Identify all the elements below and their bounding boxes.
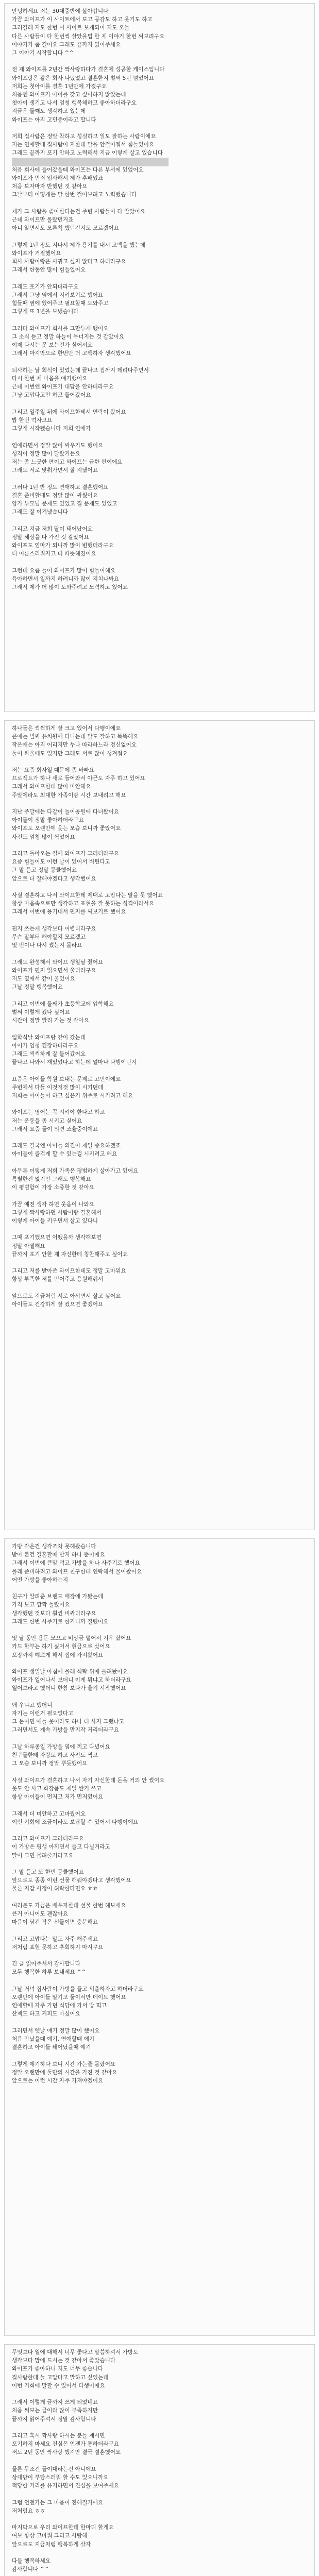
post-text-1: 안녕하세요 저는 30대중반에 살아갑니다 가끔 와이프가 이 사이트에서 보고 공감도 하고 웃기도 하고 그러길래 저도 한번 이 사이트 보게되어 저도 오늘 다른 사람들이 다 한번씩 살았을법 한 제 이야기 한번 써보려구요 이야기가 좀 길어요 그래도 끝까지 읽어주세요 그 이야기 시작합니다 ^^ 전 제 와이프를 2년간 짝사랑하다가 결혼에 성공한 케이스입니다 와이프랑은 같은 회사 다녔었고 결혼한지 벌써 5년 넘었어요 저희는 첫아이를 결혼 1년만에 가졌구요 처음엔 와이프가 아이를 갖고 싶어하지 않았는데 첫아이 생기고 나서 엄청 행복해하고 좋아하더라구요 지금은 둘째도 생각하고 있는데 와이프는 아직 고민중이라고 합니다 저희 집사람은 정말 착하고 성실하고 일도 잘하는 사람이에요 저는 연애할때 집사람이 저한테 말을 안걸어줘서 힘들었어요 그래도 끝까지 포기 안하고 노력해서 지금 이렇게 살고 있습니다 처음 회사에 들어갔을때 와이프는 다른 부서에 있었어요 와이프가 먼저 입사해서 제가 후배였죠 처음 보자마자 반했던 것 같아요 그날부터 어떻게든 말 한번 걸어보려고 노력했습니다 제가 그 사람을 좋아한다는건 주변 사람들이 다 알았어요 근데 와이프만 몰랐던거죠 아니 알면서도 모른척 했던건지도 모르겠어요 그렇게 1년 정도 지나서 제가 용기를 내서 고백을 했는데 와이프가 거절했어요 회사 사람이랑은 사귀고 싶지 않다고 하더라구요 그래서 한동안 많이 힘들었어요 그래도 포기가 안되더라구요 그래서 그냥 옆에서 지켜보기로 했어요 힘들때 옆에 있어주고 필요할때 도와주고 그렇게 또 1년을 보냈습니다 그러다 와이프가 회사를 그만두게 됐어요 그 소식 듣고 정말 하늘이 무너지는 것 같았어요 이제 다시는 못 보는건가 싶어서요 그래서 마지막으로 한번만 더 고백하자 생각했어요 퇴사하는 날 회식이 있었는데 끝나고 집까지 데려다주면서 다시 한번 제 마음을 얘기했어요 근데 이번엔 와이프가 대답을 안하더라구요 그냥 고맙다고만 하고 들어갔어요 그리고 일주일 뒤에 와이프한테서 연락이 왔어요 밥 한번 먹자고요 그렇게 시작됐습니다 저희 연애가 연애하면서 정말 많이 싸우기도 했어요 성격이 정말 많이 달랐거든요 저는 좀 느긋한 편이고 와이프는 급한 편이에요 그래도 서로 맞춰가면서 잘 지냈어요 그러다 1년 반 정도 연애하고 결혼했어요 결혼 준비할때도 정말 많이 싸웠어요 양가 부모님 문제도 있었고 집 문제도 있었고 그래도 잘 이겨냈습니다 그리고 지금 저희 딸이 태어났어요 정말 세상을 다 가진 것 같았어요 와이프도 엄마가 되니까 많이 변했더라구요 더 어른스러워지고 더 따뜻해졌어요 그런데 요즘 들어 와이프가 많이 힘들어해요 육아하면서 일까지 하려니까 많이 지치나봐요 그래서 제가 더 많이 도와주려고 노력하고 있어요 xyxy=(12,8,165,591)
post-block-4 xyxy=(4,2344,315,2576)
post-block-2 xyxy=(4,720,315,1530)
post-text-4: 무엇보다 일에 대해서 너무 좋다고 말씀하셔서 가방도 생각보다 맘에 드시는 것 같아서 좋았습니다 와이프가 좋아하니 저도 너무 좋습니다 집사람한테 늘 고맙다고 말하고 싶었는데 이번 기회에 말할 수 있어서 다행이에요 그래서 이렇게 글까지 쓰게 되었네요 처음 써보는 글이라 많이 부족하지만 끝까지 읽어주셔서 정말 감사합니다 그리고 혹시 짝사랑 하시는 분들 계시면 포기하지 마세요 진심은 언젠가 통하더라구요 저도 2년 동안 짝사랑 했지만 결국 결혼했어요 물론 무조건 들이대라는건 아니에요 상대방이 부담스러워 할 수도 있으니까요 적당한 거리를 유지하면서 진심을 보여주세요 그럼 언젠가는 그 마음이 전해질거에요 저처럼요 ㅎㅎ 마지막으로 우리 와이프한테 한마디 할게요 여보 항상 고마워 그리고 사랑해 앞으로도 지금처럼 행복하게 살자 다들 행복하세요 감사합니다 ^^ xyxy=(12,2349,139,2573)
post-block-3 xyxy=(4,1538,315,2336)
post-text-3: 가방 같은건 생각조차 못해봤습니다 받아 본건 결혼할때 반지 하나 뿐이에요 그래서 이번에 큰맘 먹고 가방을 하나 사주기로 했어요 몰래 준비하려고 와이프 친구한테 연락해서 물어봤어요 어떤 가방을 좋아하는지 친구가 알려준 브랜드 매장에 가봤는데 가격 보고 깜짝 놀랐어요 생각했던 것보다 훨씬 비싸더라구요 그래도 한번 사주기로 한거니까 질렀어요 몇 달 동안 용돈 모으고 비상금 털어서 겨우 샀어요 카드 할부는 하기 싫어서 현금으로 샀어요 포장까지 예쁘게 해서 집에 가져왔어요 와이프 생일날 아침에 몰래 식탁 위에 올려놨어요 와이프가 일어나서 보더니 이게 뭐냐고 하더라구요 열어보라고 했더니 한참 보다가 울기 시작했어요 왜 우냐고 했더니 자기는 이런거 필요없다고 그 돈이면 애들 옷이라도 하나 더 사지 그랬냐고 그러면서도 계속 가방을 만지작 거리더라구요 그날 하루종일 가방을 옆에 끼고 다녔어요 친구들한테 자랑도 하고 사진도 찍고 그 모습 보니까 정말 뿌듯했어요 사실 와이프가 결혼하고 나서 자기 자신한테 돈을 거의 안 썼어요 옷도 안 사고 화장품도 제일 싼거 쓰고 항상 아이들이 먼저고 저가 먼저였어요 그래서 더 미안하고 고마웠어요 이번 기회에 조금이라도 보답할 수 있어서 다행이에요 그리고 와이프가 그러더라구요 이 가방은 평생 아끼면서 들고 다닐거라고 딸이 크면 물려줄거라고요 그 말 듣고 또 한번 뭉클했어요 앞으로도 종종 이런 선물 해줘야겠다고 생각했어요 물론 지갑 사정이 허락한다면요 ㅎㅎ 여러분도 가끔은 배우자한테 선물 한번 해보세요 큰거 아니어도 괜찮아요 마음이 담긴 작은 선물이면 충분해요 그리고 고맙다는 말도 자주 해주세요 저처럼 표현 못하고 후회하지 마시구요 긴 글 읽어주셔서 감사합니다 모두 행복한 하루 보내세요 ^^ 그날 저녁 집사람이 가방을 들고 외출하자고 하더라구요 오랜만에 아이들 맡기고 둘이서만 데이트 했어요 연애할때 자주 가던 식당에 가서 밥 먹고 산책도 하고 커피도 마셨어요 그러면서 옛날 얘기 정말 많이 했어요 처음 만났을때 얘기, 연애할때 얘기 결혼하고 아이들 태어났을때 얘기 그렇게 얘기하다 보니 시간 가는줄 몰랐어요 정말 오랜만에 둘만의 시간을 가진 것 같아요 앞으로는 이런 시간 자주 가져야겠어요 xyxy=(12,1544,165,2084)
post-block-1 xyxy=(4,3,315,712)
post-text-2: 하나둘은 씩씩하게 잘 크고 있어서 다행이에요 큰애는 벌써 유치원에 다니는데 말도 잘하고 똑똑해요 작은애는 아직 어리지만 누나 따라하느라 정신없어요 둘이 싸울때도 있지만 그래도 서로 많이 챙겨줘요 저는 요즘 회사일 때문에 좀 바빠요 프로젝트가 하나 새로 들어와서 야근도 자주 하고 있어요 그래서 와이프한테 많이 미안해요 주말에라도 최대한 가족이랑 시간 보내려고 해요 지난 주말에는 다같이 놀이공원에 다녀왔어요 아이들이 정말 좋아하더라구요 와이프도 오랜만에 웃는 모습 보니까 좋았어요 사진도 엄청 많이 찍었어요 그리고 돌아오는 길에 와이프가 그러더라구요 요즘 힘들어도 이런 날이 있어서 버틴다고 그 말 듣고 정말 뭉클했어요 앞으로 더 잘해야겠다고 생각했어요 사실 결혼하고 나서 와이프한테 제대로 고맙다는 말을 못 했어요 항상 마음속으로만 생각하고 표현을 잘 못하는 성격이라서요 그래서 이번에 용기내서 편지를 써보기로 했어요 편지 쓰는게 생각보다 어렵더라구요 무슨 말부터 해야할지 모르겠고 몇 번이나 다시 썼는지 몰라요 그래도 완성해서 와이프 생일날 줬어요 와이프가 편지 읽으면서 울더라구요 저도 옆에서 같이 울었어요 그날 정말 행복했어요 그리고 이번에 둘째가 초등학교에 입학해요 벌써 이렇게 컸나 싶어요 시간이 정말 빨리 가는 것 같아요 입학식날 와이프랑 같이 갔는데 아이가 엄청 긴장하더라구요 그래도 씩씩하게 잘 들어갔어요 끝나고 나와서 재밌었다고 하는데 얼마나 다행이던지 요즘은 아이들 학원 보내는 문제로 고민이에요 주변에서 다들 이것저것 많이 시키던데 저희는 아이들이 하고 싶은거 위주로 시키려고 해요 와이프는 영어는 꼭 시켜야 한다고 하고 저는 운동을 좀 시키고 싶어요 그래서 요즘 둘이 의견 조율중이에요 그래도 결국엔 아이들 의견이 제일 중요하겠죠 아이들이 즐겁게 할 수 있는걸 시키려고 해요 아무튼 이렇게 저희 가족은 평범하게 살아가고 있어요 특별한건 없지만 그래도 행복해요 이 평범함이 가장 소중한 것 같아요 가끔 예전 생각 하면 웃음이 나와요 그렇게 짝사랑하던 사람이랑 결혼해서 이렇게 아이들 키우면서 살고 있다니 그때 포기했으면 어땠을까 생각해보면 정말 아찔해요 끝까지 포기 안한 제 자신한테 칭찬해주고 싶어요 그리고 저를 받아준 와이프한테도 정말 고마워요 항상 부족한 저를 믿어주고 응원해줘서 앞으로도 지금처럼 서로 아끼면서 살고 싶어요 아이들도 건강하게 잘 컸으면 좋겠어요 xyxy=(12,725,163,1308)
